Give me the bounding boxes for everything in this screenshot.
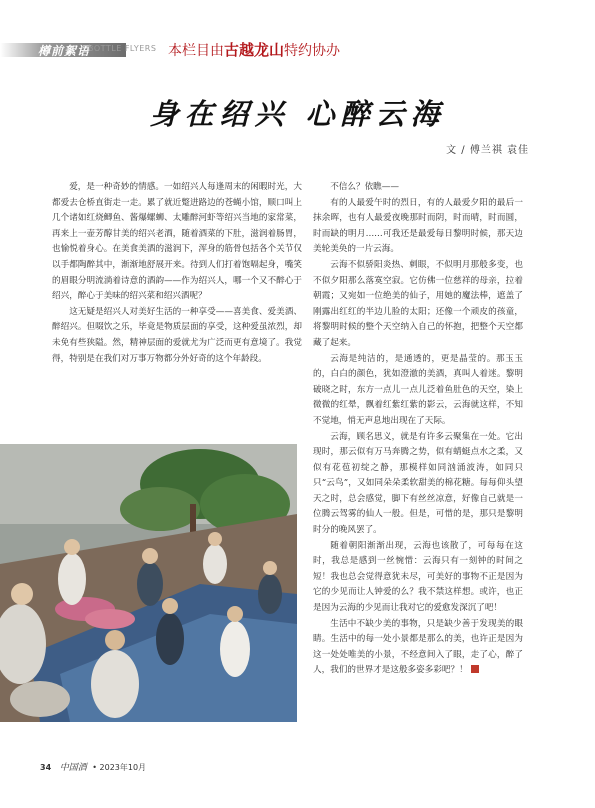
paragraph: 不信么？依瞧——: [330, 182, 399, 192]
end-mark-icon: [471, 665, 479, 673]
column-header: [0, 39, 595, 61]
paragraph-text: 生活中不缺少美的事物，只是缺少善于发现美的眼睛。生活中的每一处小景都是那么的美，也许正是因为这一处处唯美的小景，不经意间入了眼，走了心，醉了人，我们的世界才是这般多姿多彩吧？！: [313, 618, 523, 676]
paragraph: 云海是纯洁的，是通透的，更是晶莹的。那玉玉的，白白的颜色，犹如澄澈的美酒，真叫人着迷。黎明破晓之时，东方一点儿一点儿泛着鱼肚色的天空，染上微微的红晕，飘着红紫红紫的影云，云海就这样，不知不觉地，悄无声息地出现在了天际。: [313, 353, 523, 426]
article-photo: [0, 444, 297, 722]
page-footer: [40, 760, 146, 774]
paragraph: 云海不似骄阳炎热、刺眼，不似明月那般多变，也不似夕阳那么落寞空寂。它仿佛一位慈祥的母亲，拉着朝霞；又宛如一位绝美的仙子，用她的魔法棒，遮盖了刚露出红红的半边儿脸的太阳；还像一个顽皮的孩童，将黎明时候的整个天空纳入自己的怀抱，把整个天空都藏了起来。: [313, 259, 523, 348]
column-name-english: BOTTLE FLYERS: [88, 44, 157, 53]
sponsor-prefix: 本栏目由: [168, 43, 224, 59]
paragraph: 爱，是一种奇妙的情感。一如绍兴人每逢周末的闲暇时光，大都爱去仓桥直街走一走。累了就近蹩进路边的苍蝇小馆，顺口叫上几个诸如红烧鲫鱼、酱爆螺蛳、太雕醉河虾等绍兴当地的家常菜，再来上一壶芳醇甘美的绍兴老酒，随着酒菜的下肚，滋润着肠胃，也愉悦着身心。在美食美酒的滋润下，浑身的筋骨包括各个关节仅以手都陶醉其中，渐渐地舒展开来。待到人们打着饱嗝起身，嘴笑的眉眼分明流淌着诗意的酒韵——作为绍兴人，哪一个又不醉心于绍兴，醉心于美味的绍兴菜和绍兴酒呢？: [52, 182, 302, 302]
article-byline: 文 / 傅兰祺 袁佳: [446, 145, 529, 156]
paragraph: 随着朝阳渐渐出现，云海也该散了，可每每在这时，我总是感到一丝惋惜：云海只有一刻钟的时间之短！我也总会觉得意犹未尽，可美好的事物不正是因为它的少见而让人钟爱的么？我不禁这样想。或许，也正是因为云海的少见而让我对它的爱愈发深沉了吧！: [313, 540, 523, 614]
right-column: [313, 180, 523, 679]
paragraph: 云海，顾名思义，就是有许多云聚集在一处。它出现时，那云似有万马奔腾之势，似有蜻蜓点水之柔，又似有花苞初绽之静，那模样如同汹涌波涛，如同只只“云鸟”，又如同朵朵柔软甜美的棉花糖。每每仰头望天之时，总会感觉，脚下有丝丝凉意，好像自己就是一位腾云驾雾的仙人一般。但是，可惜的是，那只是黎明时分的晚风罢了。: [313, 431, 523, 536]
column-name: 樽前絮语: [38, 44, 91, 58]
paragraph-last: [313, 617, 523, 679]
paragraph: 有的人最爱午时的烈日，有的人最爱夕阳的最后一抹余晖，也有人最爱夜晚那时而阴，时而晴，时而圆，时而缺的明月……可我还是最爱每日黎明时候，那天边美轮美奂的一片云海。: [313, 197, 523, 255]
left-column: [52, 180, 302, 367]
footer-separator: •: [92, 763, 97, 772]
paragraph: 这无疑是绍兴人对美好生活的一种享受——喜美食、爱美酒、醉绍兴。但啜饮之乐，毕竟是物质层面的享受，这种爱虽浓烈，却未免有些狭隘。然，精神层面的爱就尤为广泛而更有意境了。我觉得，特别是在我们对万事万物都分外好奇的这个年龄段。: [52, 306, 302, 364]
article-title: 身在绍兴 心醉云海: [149, 97, 446, 131]
issue-date: 2023年10月: [99, 763, 147, 772]
sponsor-line: [168, 39, 340, 60]
sponsor-brand: 古越龙山: [224, 41, 285, 59]
sponsor-suffix: 特约协办: [284, 43, 341, 59]
diorama-illustration: [0, 444, 297, 722]
magazine-logo: 中国酒: [59, 763, 87, 773]
page-number: 34: [40, 763, 52, 772]
